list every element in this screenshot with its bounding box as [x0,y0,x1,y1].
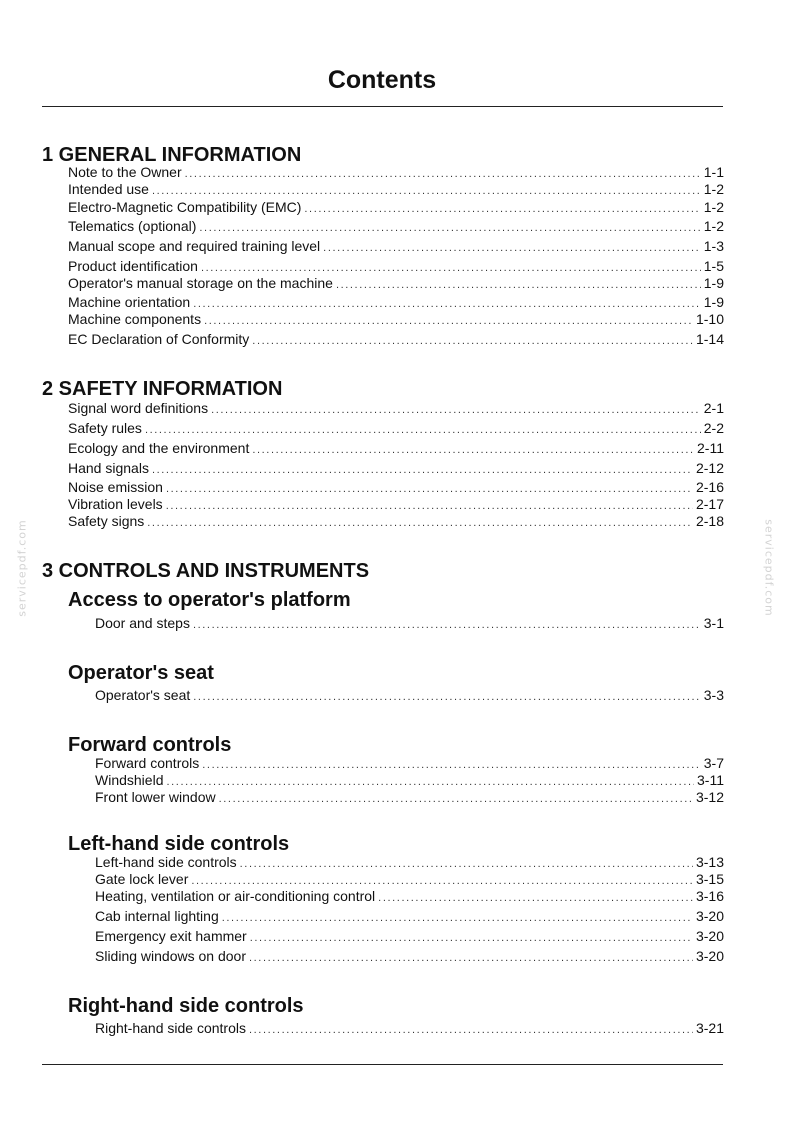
toc-entry-title: Vibration levels [68,496,163,512]
toc-entry-page: 1-5 [703,258,724,274]
toc-entry[interactable] [68,440,724,457]
dot-leader [199,220,700,237]
toc-entry-page: 1-10 [695,311,724,327]
toc-entry-title: Cab internal lighting [95,908,219,924]
dot-leader [222,910,693,927]
toc-entry-title: Machine orientation [68,294,191,310]
toc-entry-title: Forward controls [95,755,200,771]
toc-entry-title: Safety rules [68,420,142,436]
toc-entry-page: 2-12 [695,460,724,476]
toc-entry-title: Front lower window [95,789,216,805]
toc-entry-page: 1-9 [703,275,724,291]
toc-entry-title: Operator's manual storage on the machine [68,275,333,291]
toc-entry[interactable] [68,331,724,348]
toc-entry[interactable] [95,1020,724,1037]
dot-leader [336,277,701,294]
page-title: Contents [327,66,437,94]
toc-entry[interactable] [68,400,724,417]
section-title-safety: 2 SAFETY INFORMATION [42,378,283,400]
toc-entry[interactable] [95,615,724,632]
toc-entry-page: 3-20 [695,908,724,924]
toc-entry[interactable] [95,948,724,965]
toc-entry-title: Gate lock lever [95,871,189,887]
toc-entry[interactable] [68,513,724,530]
toc-entry-page: 2-16 [695,479,724,495]
toc-entry-page: 3-21 [695,1020,724,1036]
toc-entry-page: 3-15 [695,871,724,887]
section-title-controls: 3 CONTROLS AND INSTRUMENTS [42,560,370,582]
toc-entry[interactable] [68,218,724,235]
toc-entry[interactable] [68,238,724,255]
toc-entry[interactable] [95,772,724,789]
toc-entry[interactable] [95,755,724,772]
toc-entry-title: Noise emission [68,479,163,495]
toc-entry-page: 3-16 [695,888,724,904]
toc-entry-page: 3-20 [695,928,724,944]
toc-entry-title: Windshield [95,772,164,788]
toc-entry-title: Note to the Owner [68,164,182,180]
toc-entry-page: 1-9 [703,294,724,310]
toc-entry-page: 2-17 [695,496,724,512]
toc-entry[interactable] [68,258,724,275]
watermark-left: servicepdf.com [15,519,29,617]
header-rule [42,106,723,107]
dot-leader [250,930,693,947]
dot-leader [378,890,693,907]
watermark-right: servicepdf.com [762,519,776,617]
toc-entry[interactable] [68,181,724,198]
toc-entry-title: Safety signs [68,513,145,529]
subsection-title-access: Access to operator's platform [68,589,351,611]
footer-rule [42,1064,723,1065]
toc-entry-page: 1-3 [703,238,724,254]
dot-leader [252,442,694,459]
subsection-title-left: Left-hand side controls [68,833,290,855]
toc-entry-title: Door and steps [95,615,190,631]
toc-entry-page: 2-18 [695,513,724,529]
dot-leader [304,201,700,218]
toc-entry-page: 3-12 [695,789,724,805]
toc-entry[interactable] [68,479,724,496]
dot-leader [152,462,693,479]
toc-entry-page: 2-11 [697,440,724,456]
toc-entry-title: Emergency exit hammer [95,928,247,944]
toc-entry-page: 3-3 [703,687,724,703]
toc-entry-page: 3-13 [695,854,724,870]
dot-leader [193,617,701,634]
subsection-title-right: Right-hand side controls [68,995,304,1017]
section-title-general: 1 GENERAL INFORMATION [42,144,302,166]
toc-entry-page: 3-20 [695,948,724,964]
subsection-title-forward: Forward controls [68,734,232,756]
dot-leader [193,689,700,706]
toc-entry[interactable] [68,294,724,311]
dot-leader [249,1022,693,1039]
toc-entry[interactable] [68,496,724,513]
toc-entry-page: 3-11 [697,772,724,788]
toc-entry[interactable] [68,311,724,328]
dot-leader [211,402,701,419]
toc-entry[interactable] [68,199,724,216]
toc-entry-title: Intended use [68,181,149,197]
toc-entry-page: 1-14 [695,331,724,347]
toc-entry-page: 3-7 [703,755,724,771]
toc-entry-title: Heating, ventilation or air-conditioning control [95,888,376,904]
toc-entry[interactable] [68,275,724,292]
toc-entry-title: Right-hand side controls [95,1020,246,1036]
dot-leader [145,422,701,439]
toc-entry[interactable] [95,871,724,888]
toc-entry-title: EC Declaration of Conformity [68,331,250,347]
toc-entry-page: 2-2 [703,420,724,436]
toc-entry-title: Sliding windows on door [95,948,246,964]
toc-entry[interactable] [68,460,724,477]
toc-entry[interactable] [95,928,724,945]
toc-entry-title: Operator's seat [95,687,191,703]
toc-entry[interactable] [95,888,724,905]
toc-entry-page: 1-2 [703,181,724,197]
toc-entry-page: 1-2 [703,218,724,234]
toc-entry-title: Ecology and the environment [68,440,250,456]
subsection-title-seat: Operator's seat [68,662,214,684]
dot-leader [204,313,693,330]
toc-entry-page: 3-1 [703,615,724,631]
toc-entry-title: Product identification [68,258,198,274]
toc-entry-page: 1-2 [703,199,724,215]
toc-entry-title: Left-hand side controls [95,854,237,870]
toc-entry-title: Manual scope and required training level [68,238,321,254]
toc-entry-title: Hand signals [68,460,149,476]
toc-entry[interactable] [95,908,724,925]
dot-leader [219,791,693,808]
toc-entry-title: Signal word definitions [68,400,209,416]
toc-entry-page: 2-1 [703,400,724,416]
dot-leader [323,240,701,257]
toc-entry[interactable] [95,854,724,871]
toc-entry[interactable] [68,164,724,181]
toc-entry-title: Machine components [68,311,202,327]
toc-entry[interactable] [95,687,724,704]
dot-leader [147,515,693,532]
toc-entry-page: 1-1 [703,164,724,180]
toc-entry[interactable] [95,789,724,806]
dot-leader [152,183,701,200]
toc-entry[interactable] [68,420,724,437]
toc-entry-title: Electro-Magnetic Compatibility (EMC) [68,199,302,215]
toc-entry-title: Telematics (optional) [68,218,197,234]
dot-leader [249,950,693,967]
dot-leader [252,333,693,350]
